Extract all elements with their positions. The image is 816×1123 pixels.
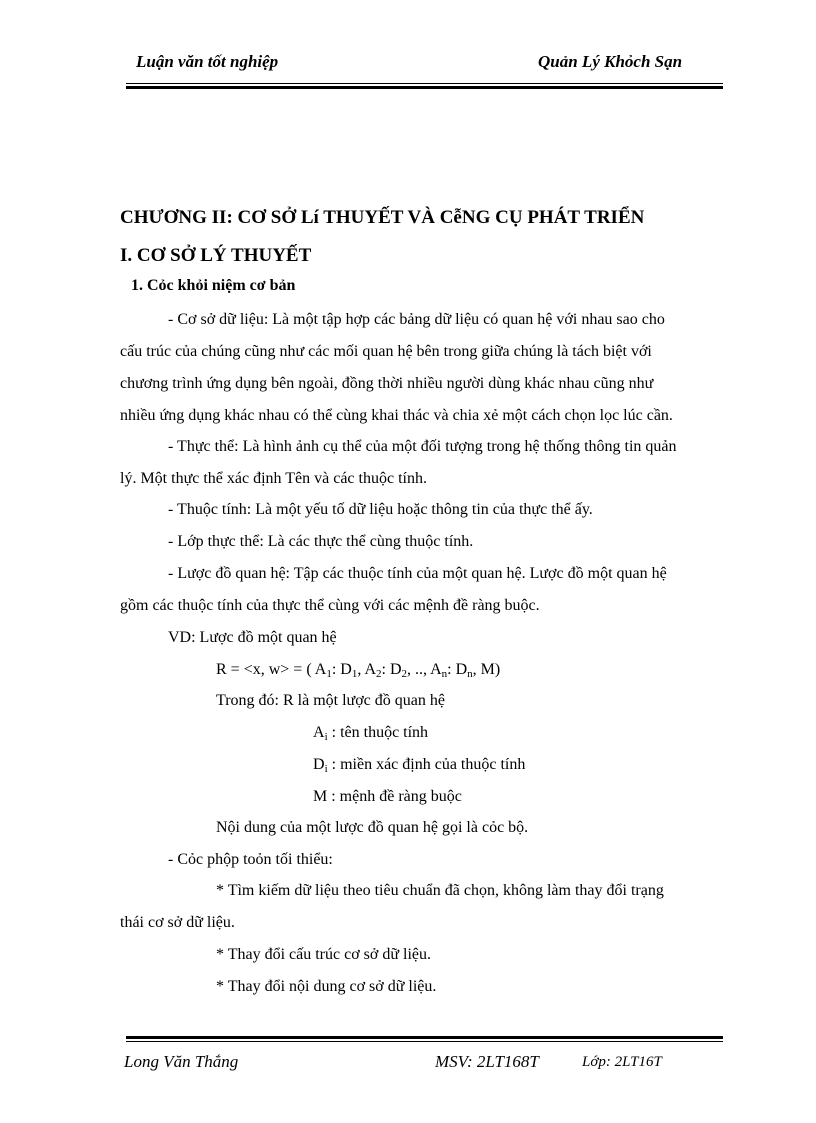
operations-heading: - Cỏc phộp toỏn tối thiểu:	[168, 851, 333, 868]
header-rule-thick	[126, 86, 723, 89]
p1-line: cấu trúc của chúng cũng như các mối quan hệ bên trong giữa chúng là tách biệt với	[120, 343, 652, 360]
p3: - Thuộc tính: Là một yếu tố dữ liệu hoặc thông tin của thực thể ấy.	[168, 501, 593, 518]
op2: * Thay đổi cấu trúc cơ sở dữ liệu.	[216, 946, 432, 963]
p4: - Lớp thực thể: Là các thực thể cùng thuộc tính.	[168, 533, 474, 550]
where-line: Trong đó: R là một lược đồ quan hệ	[216, 692, 445, 709]
footer-rule-thick	[126, 1036, 723, 1039]
def-constraint: M : mệnh đề ràng buộc	[313, 788, 462, 805]
p1-line: - Cơ sở dữ liệu: Là một tập hợp các bảng dữ liệu có quan hệ với nhau sao cho	[168, 311, 665, 328]
section-title: I. CƠ SỞ LÝ THUYẾT	[120, 245, 312, 266]
footer-class: Lớp: 2LT16T	[582, 1054, 662, 1070]
op3: * Thay đổi nội dung cơ sở dữ liệu.	[216, 978, 437, 995]
p1-line: chương trình ứng dụng bên ngoài, đồng thời nhiều người dùng khác nhau cũng như	[120, 375, 654, 392]
content-line: Nội dung của một lược đồ quan hệ gọi là cỏc bộ.	[216, 819, 529, 836]
footer-author: Long Văn Thắng	[124, 1052, 239, 1071]
footer-msv: MSV: 2LT168T	[435, 1052, 539, 1071]
p1-line: nhiều ứng dụng khác nhau có thể cùng khai thác và chia xẻ một cách chọn lọc lúc cần.	[120, 407, 673, 424]
def-domain: $D_i$ : miền xác định của thuộc tính	[313, 756, 526, 775]
header-left: Luận văn tốt nghiệp	[136, 52, 279, 71]
op1-line: thái cơ sở dữ liệu.	[120, 914, 235, 931]
p2-line: - Thực thể: Là hình ảnh cụ thể của một đối tượng trong hệ thống thông tin quản	[168, 438, 677, 455]
header-right: Quản Lý Khỏch Sạn	[538, 52, 683, 71]
chapter-title: CHƯƠNG II: CƠ SỞ Lí THUYẾT VÀ CễNG CỤ PHÁT TRIỂN	[120, 207, 645, 228]
example-label: VD: Lược đồ một quan hệ	[168, 629, 337, 646]
p2-line: lý. Một thực thể xác định Tên và các thuộc tính.	[120, 470, 427, 487]
def-attribute: $A_i$ : tên thuộc tính	[313, 724, 429, 743]
subsection-title: 1. Cỏc khỏi niệm cơ bản	[131, 277, 296, 294]
header-rule-thin	[126, 83, 723, 84]
op1-line: * Tìm kiếm dữ liệu theo tiêu chuẩn đã chọn, không làm thay đổi trạng	[216, 882, 664, 899]
footer-rule-thin	[126, 1041, 723, 1042]
p5-line: gồm các thuộc tính của thực thể cùng với các mệnh đề ràng buộc.	[120, 597, 540, 614]
relation-formula: R = <x, w> = ( $A_1$: $D_1$, $A_2$: $D_2$, .., $A_n$: $D_n$, M)	[216, 661, 501, 680]
p5-line: - Lược đồ quan hệ: Tập các thuộc tính của một quan hệ. Lược đồ một quan hệ	[168, 565, 667, 582]
